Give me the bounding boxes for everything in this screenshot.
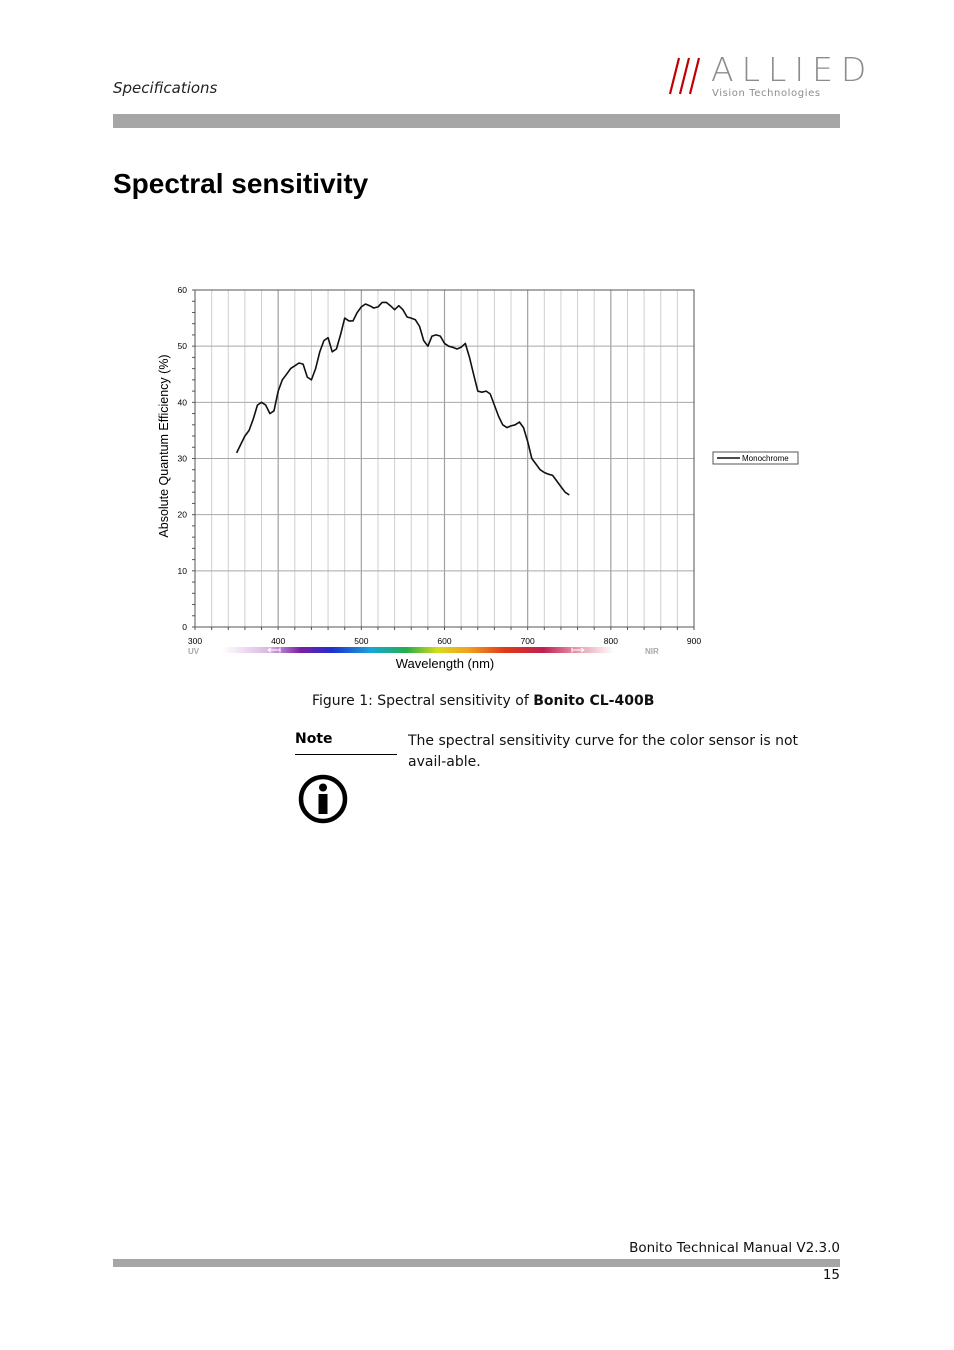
y-tick-label: 50 bbox=[177, 341, 187, 352]
logo-wordmark: ALLIED bbox=[711, 50, 875, 89]
y-tick-label: 30 bbox=[177, 453, 187, 464]
x-axis-label: Wavelength (nm) bbox=[395, 656, 495, 671]
x-tick-label: 600 bbox=[437, 636, 452, 646]
y-tick-label: 20 bbox=[177, 509, 187, 520]
footer-manual-title: Bonito Technical Manual V2.3.0 bbox=[629, 1240, 840, 1256]
note-divider bbox=[295, 754, 397, 755]
chart-legend bbox=[713, 452, 798, 464]
x-tick-label: 800 bbox=[603, 636, 618, 646]
x-tick-label: 700 bbox=[520, 636, 535, 646]
figure-caption bbox=[312, 693, 654, 709]
footer-rule bbox=[113, 1259, 840, 1267]
y-tick-label: 10 bbox=[177, 565, 187, 576]
chart-ticks bbox=[178, 285, 702, 646]
note-label: Note bbox=[295, 731, 333, 747]
header-section-title: Specifications bbox=[113, 79, 218, 97]
nir-label: NIR bbox=[645, 647, 659, 656]
chart-grid bbox=[195, 290, 694, 627]
y-tick-label: 40 bbox=[177, 397, 187, 408]
y-axis-label: Absolute Quantum Efficiency (%) bbox=[157, 354, 171, 538]
page-title: Spectral sensitivity bbox=[113, 168, 369, 199]
x-tick-label: 500 bbox=[354, 636, 369, 646]
page-number: 15 bbox=[822, 1267, 840, 1283]
spectrum-bar bbox=[222, 647, 614, 653]
monochrome-series-line bbox=[237, 302, 570, 495]
y-tick-label: 0 bbox=[182, 622, 187, 632]
info-icon bbox=[297, 773, 349, 825]
y-tick-label: 60 bbox=[177, 285, 187, 295]
caption-product: Bonito CL-400B bbox=[533, 693, 655, 709]
uv-label: UV bbox=[188, 647, 200, 656]
x-tick-label: 300 bbox=[187, 636, 203, 646]
legend-entry: Monochrome bbox=[742, 454, 789, 463]
caption-prefix: Figure 1: Spectral sensitivity of bbox=[312, 693, 534, 709]
logo-subtitle: Vision Technologies bbox=[712, 88, 821, 99]
x-tick-label: 400 bbox=[271, 636, 286, 646]
x-tick-label: 900 bbox=[686, 636, 702, 646]
note-text: The spectral sensitivity curve for the color sensor is not avail-able. bbox=[408, 733, 799, 770]
